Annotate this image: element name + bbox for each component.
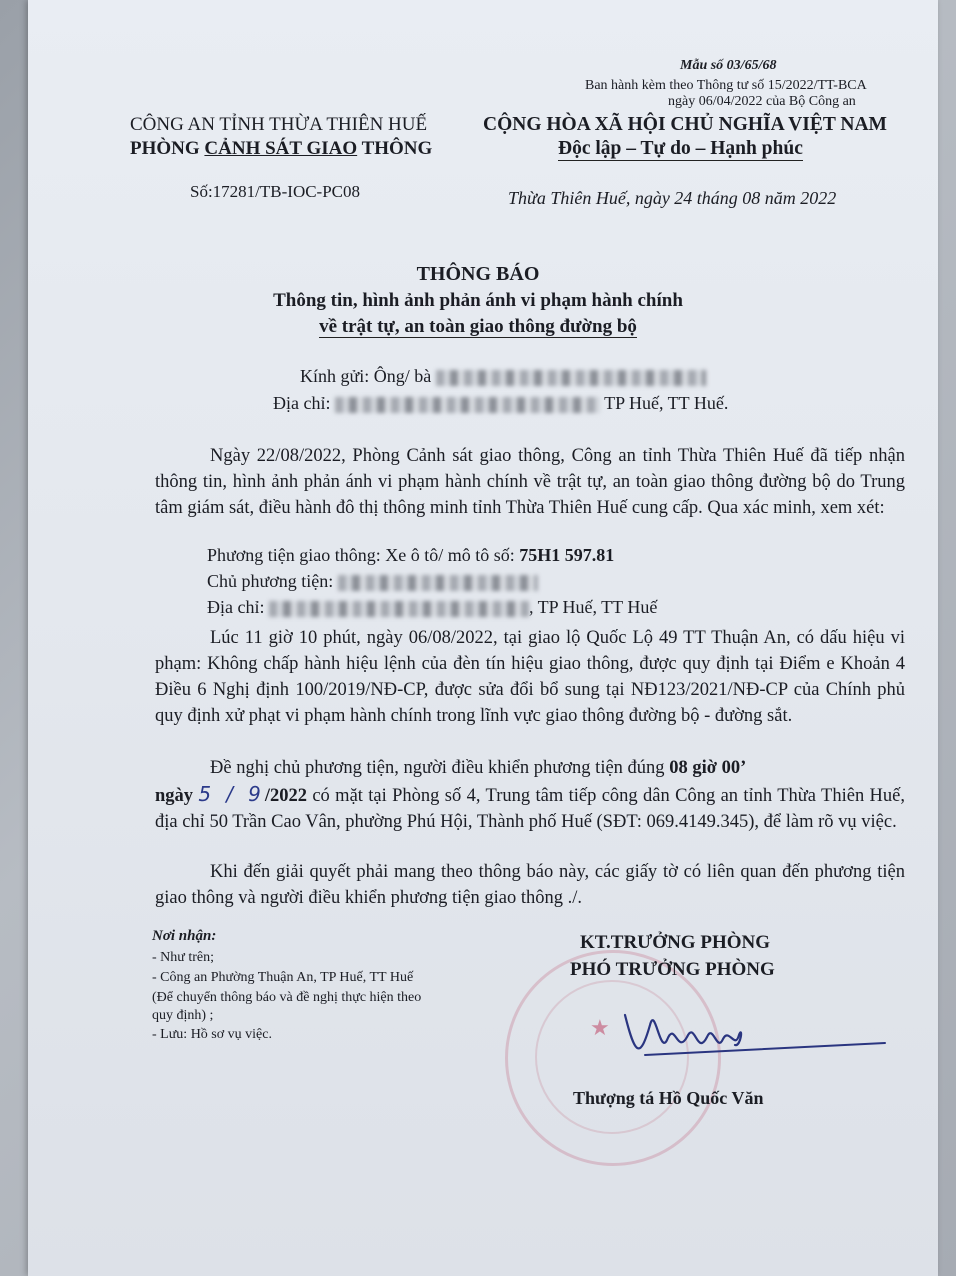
issued-with: Ban hành kèm theo Thông tư số 15/2022/TT-BCA bbox=[585, 78, 867, 93]
recipient-address-line: Địa chỉ: TP Huế, TT Huế. bbox=[273, 393, 729, 413]
paragraph-violation: Lúc 11 giờ 10 phút, ngày 06/08/2022, tại giao lộ Quốc Lộ 49 TT Thuận An, có dấu hiệu vi phạm: Không chấp hành hiệu lệnh của đèn tín hiệu giao thông, được quy định tại Điểm e Khoản 4 Điều 6 Nghị định 100/2019/NĐ-CP, được sửa đổi bổ sung tại NĐ123/2021/NĐ-CP của Chính phủ quy định xử phạt vi phạm hành chính trong lĩnh vực giao thông đường bộ - đường sắt. bbox=[155, 628, 905, 726]
redacted-owner-address bbox=[269, 601, 529, 617]
form-number: Mẫu số 03/65/68 bbox=[680, 58, 777, 73]
motto: Độc lập – Tự do – Hạnh phúc bbox=[558, 138, 803, 159]
owner-line: Chủ phương tiện: bbox=[207, 571, 538, 592]
recipient-item: (Để chuyển thông báo và đề nghị thực hiện theo bbox=[152, 990, 422, 1005]
recipient-item: - Lưu: Hồ sơ vụ việc. bbox=[152, 1027, 272, 1042]
agency-name: PHÒNG CẢNH SÁT GIAO THÔNG bbox=[130, 138, 433, 159]
redacted-owner bbox=[338, 575, 538, 591]
recipient-line: Kính gửi: Ông/ bà bbox=[300, 366, 706, 387]
signature-title-2: PHÓ TRƯỞNG PHÒNG bbox=[570, 959, 775, 980]
paragraph-instructions: Khi đến giải quyết phải mang theo thông báo này, các giấy tờ có liên quan đến phương tiện giao thông và người điều khiển phương tiện giao thông ./. bbox=[155, 862, 905, 908]
paragraph-appointment-b: ngày 5 / 9/2022 có mặt tại Phòng số 4, Trung tâm tiếp công dân Công an tỉnh Thừa Thiên Huế, địa chỉ 50 Trần Cao Vân, phường Phú Hội, Thành phố Huế (SĐT: 069.4149.345), để làm rõ vụ việc. bbox=[155, 782, 906, 832]
paragraph-intro: Ngày 22/08/2022, Phòng Cảnh sát giao thông, Công an tỉnh Thừa Thiên Huế đã tiếp nhận thông tin, hình ảnh phản ánh vi phạm hành chính về trật tự, an toàn giao thông đường bộ do Trung tâm giám sát, điều hành đô thị thông minh tỉnh Thừa Thiên Huế cung cấp. Qua xác minh, xem xét: bbox=[155, 446, 905, 518]
document-title: THÔNG BÁO bbox=[416, 263, 540, 285]
nation-title: CỘNG HÒA XÃ HỘI CHỦ NGHĨA VIỆT NAM bbox=[483, 114, 887, 135]
owner-address-line: Địa chỉ: , TP Huế, TT Huế bbox=[207, 597, 658, 617]
vehicle-line: Phương tiện giao thông: Xe ô tô/ mô tô số: 75H1 597.81 bbox=[207, 545, 615, 565]
handwritten-signature bbox=[605, 995, 895, 1075]
handwritten-date: 5 / 9 bbox=[198, 782, 265, 806]
stamp-star-icon: ★ bbox=[590, 1015, 610, 1040]
recipient-item: quy định) ; bbox=[152, 1008, 214, 1023]
signature-title-1: KT.TRƯỞNG PHÒNG bbox=[580, 932, 770, 953]
redacted-name bbox=[436, 370, 706, 386]
issued-date: ngày 06/04/2022 của Bộ Công an bbox=[668, 94, 856, 109]
place-date: Thừa Thiên Huế, ngày 24 tháng 08 năm 2022 bbox=[508, 188, 837, 208]
redacted-address bbox=[335, 397, 600, 413]
agency-parent: CÔNG AN TỈNH THỪA THIÊN HUẾ bbox=[130, 114, 428, 135]
recipients-heading: Nơi nhận: bbox=[152, 928, 217, 944]
document-subtitle-2: về trật tự, an toàn giao thông đường bộ bbox=[319, 316, 637, 337]
signer-name: Thượng tá Hồ Quốc Văn bbox=[573, 1088, 764, 1108]
recipient-item: - Công an Phường Thuận An, TP Huế, TT Huế bbox=[152, 970, 414, 985]
document-number: Số:17281/TB-IOC-PC08 bbox=[190, 182, 361, 201]
paragraph-appointment-a: Đề nghị chủ phương tiện, người điều khiển phương tiện đúng 08 giờ 00’ bbox=[210, 758, 747, 778]
recipient-item: - Như trên; bbox=[152, 950, 215, 965]
document-subtitle-1: Thông tin, hình ảnh phản ánh vi phạm hành chính bbox=[273, 290, 683, 311]
